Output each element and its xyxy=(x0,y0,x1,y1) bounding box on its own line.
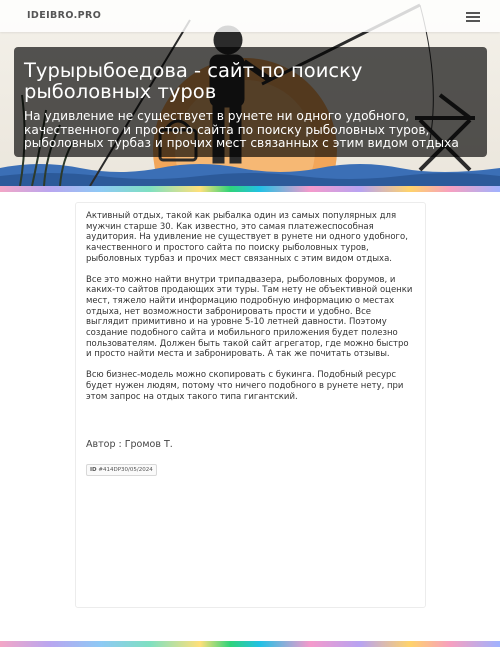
hero-banner xyxy=(0,0,500,186)
idea-id-badge xyxy=(86,464,157,476)
page-subtitle: На удивление не существует в рунете ни одного удобного, качественного и простого сайта по поиску рыболовных туров, рыболовных турбаз и прочих мест связанных с этим видом отдыха xyxy=(24,109,459,150)
article-paragraph-3: Всю бизнес-модель можно скопировать с букинга. Подобный ресурс будет нужен людям, потому что ничего подобного в рунете нету, при этом запрос на отдых такого типа гигантский. xyxy=(86,370,404,402)
author-line: Автор : Громов Т. xyxy=(86,439,173,451)
site-brand[interactable]: IDEIBRO.PRO xyxy=(27,10,102,21)
article-paragraph-2: Все это можно найти внутри трипадвазера, рыболовных форумов, и каких-то сайтов продающих эти туры. Там нету не объективной оценки мест, тяжело найти информацию подробную информацию о местах отдыха, нет возможности забронировать прости и удобно. Все выглядит примитивно и на уровне 5-10 летней давности. Поэтому создание подобного сайта и мобильного приложения будет полезно пользователям. Должен быть такой сайт агрегатор, где можно быстро и просто найти места и забронировать. А так же почитать отзывы. xyxy=(86,274,413,360)
article-paragraph-1: Активный отдых, такой как рыбалка один из самых популярных для мужчин старше 30. Как известно, это самая платежеспособная аудитория. На удивление не существует в рунете ни одного удобного, качественного и простого сайта по поиску рыболовных туров, рыболовных турбаз и прочих мест связанных с этим видом отдыха. xyxy=(86,211,408,264)
top-navbar xyxy=(0,0,500,32)
id-label: ID xyxy=(90,467,97,474)
rainbow-divider-bottom xyxy=(0,641,500,647)
rainbow-divider-top xyxy=(0,186,500,192)
hamburger-menu-icon[interactable] xyxy=(466,10,480,22)
article-card xyxy=(75,202,426,608)
id-value: #414DP30/05/2024 xyxy=(98,467,153,474)
hero-caption xyxy=(14,47,487,157)
page-title: Турырыбоедова - сайт по поиску рыболовных туров xyxy=(24,59,363,103)
